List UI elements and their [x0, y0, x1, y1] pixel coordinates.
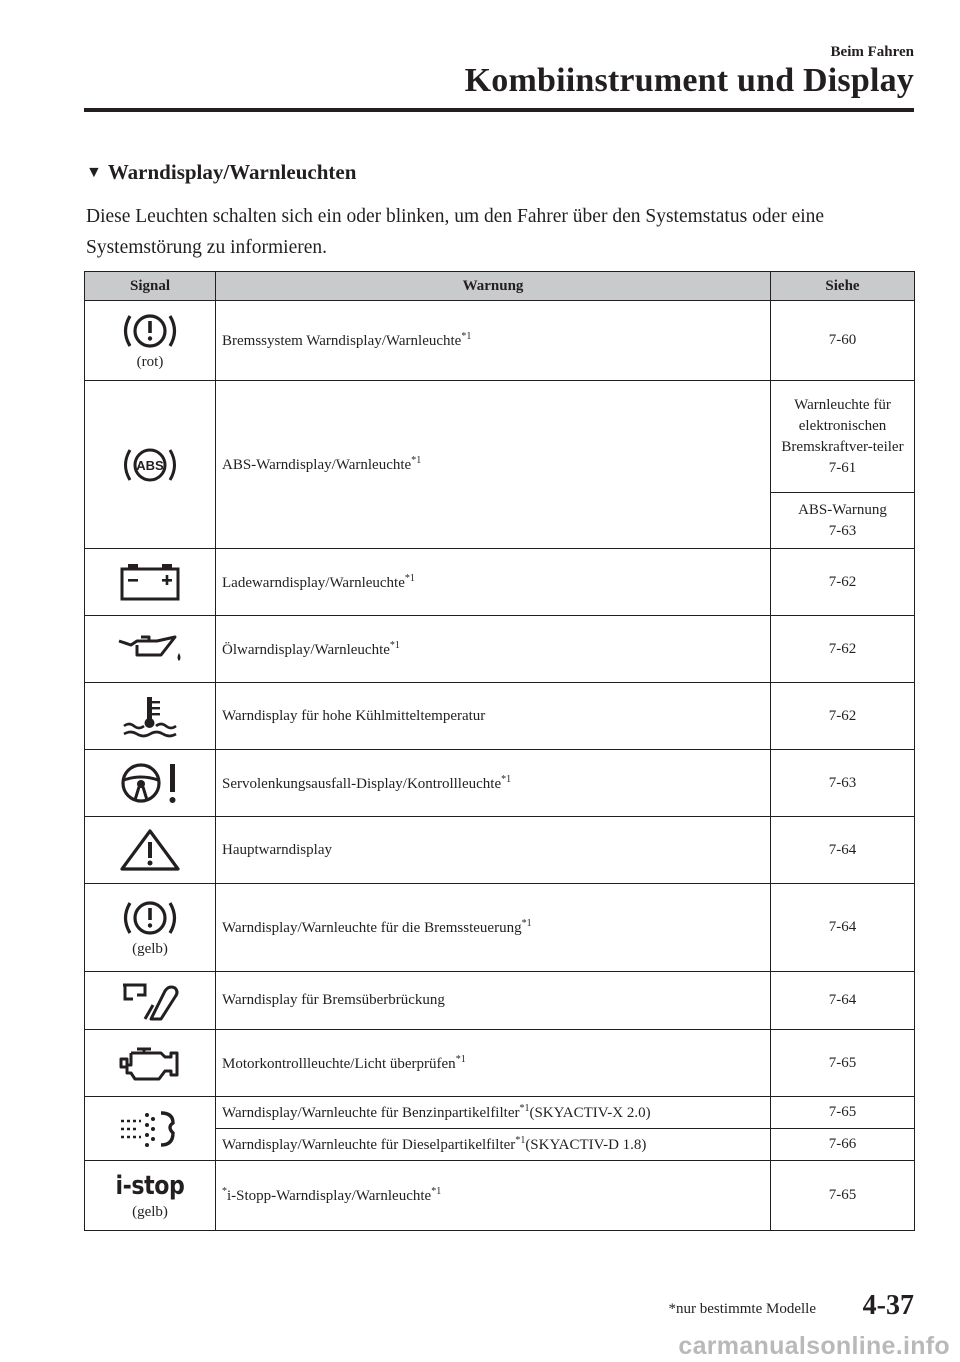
warning-text-cell [216, 616, 771, 683]
reference-title: ABS-Warnung [798, 501, 887, 518]
reference-page: 7-61 [828, 459, 857, 476]
oil-can-icon [115, 631, 185, 667]
footnote-marker: *1 [519, 1103, 530, 1114]
warning-text-cell [216, 1097, 771, 1129]
warning-text: Hauptwarndisplay [222, 841, 332, 858]
footnote-marker: *1 [389, 639, 400, 651]
table-row [85, 1161, 915, 1231]
reference-cell: 7-66 [771, 1129, 915, 1161]
footnote-marker: *1 [455, 1053, 466, 1065]
svg-text:ABS: ABS [136, 457, 164, 473]
warning-text: Warndisplay für hohe Kühlmitteltemperatur [222, 707, 486, 724]
signal-cell [85, 301, 216, 381]
table-row [85, 381, 915, 493]
warning-text-cell [216, 1161, 771, 1231]
reference-cell: 7-64 [771, 884, 915, 972]
warning-text-cell [216, 1030, 771, 1097]
warning-text: Bremssystem Warndisplay/Warnleuchte [222, 333, 462, 349]
signal-caption: (rot) [136, 353, 164, 370]
signal-cell [85, 616, 216, 683]
watermark: carmanualsonline.info [678, 1332, 950, 1360]
table-header-row [85, 272, 915, 301]
signal-caption: (gelb) [132, 1203, 168, 1220]
intro-paragraph: Diese Leuchten schalten sich ein oder blinken, um den Fahrer über den Systemstatus oder eine Systemstörung zu informieren. [86, 206, 825, 258]
warning-text: Warndisplay/Warnleuchte für Dieselpartikelfilter [222, 1137, 516, 1153]
warning-text: i-Stopp-Warndisplay/Warnleuchte [227, 1188, 432, 1204]
abs-icon [120, 445, 180, 485]
page-number: 4-37 [862, 1290, 914, 1321]
warning-text: Motorkontrollleuchte/Licht überprüfen [222, 1055, 456, 1072]
column-header-signal: Signal [85, 272, 216, 301]
warning-text-cell [216, 972, 771, 1030]
warning-text: Ölwarndisplay/Warnleuchte [222, 641, 390, 658]
reference-cell: 7-63 [771, 750, 915, 817]
signal-cell [85, 1097, 216, 1161]
reference-cell: 7-62 [771, 616, 915, 683]
table-row [85, 301, 915, 381]
footnote-marker: *1 [411, 455, 422, 466]
warning-text-cell [216, 683, 771, 750]
table-row [85, 549, 915, 616]
table-row [85, 884, 915, 972]
coolant-temperature-icon [118, 694, 182, 738]
steering-wheel-warning-icon [117, 760, 183, 806]
signal-cell [85, 884, 216, 972]
brake-warning-icon [120, 311, 180, 351]
signal-cell [85, 817, 216, 884]
warning-text: Servolenkungsausfall-Display/Kontrollleuchte [222, 775, 502, 792]
warning-text: Warndisplay/Warnleuchte für die Bremssteuerung [222, 920, 522, 936]
warning-text-cell [216, 817, 771, 884]
reference-cell [771, 493, 915, 549]
signal-cell [85, 750, 216, 817]
signal-cell [85, 683, 216, 750]
reference-cell: 7-62 [771, 549, 915, 616]
reference-cell: 7-65 [771, 1097, 915, 1129]
engine-variant: (SKYACTIV-D 1.8) [525, 1137, 647, 1153]
table-row [85, 683, 915, 750]
reference-cell: 7-64 [771, 972, 915, 1030]
signal-cell [85, 549, 216, 616]
warning-text: Ladewarndisplay/Warnleuchte [222, 574, 405, 591]
reference-cell [771, 381, 915, 493]
engine-variant: (SKYACTIV-X 2.0) [529, 1105, 651, 1121]
warning-text: Warndisplay/Warnleuchte für Benzinpartikelfilter [222, 1105, 520, 1121]
brake-control-warning-icon [120, 898, 180, 938]
footnote: *nur bestimmte Modelle [668, 1301, 816, 1317]
warning-text-cell [216, 381, 771, 549]
reference-cell: 7-65 [771, 1030, 915, 1097]
reference-cell: 7-64 [771, 817, 915, 884]
column-header-siehe: Siehe [771, 272, 915, 301]
table-row [85, 1030, 915, 1097]
brake-override-icon [117, 979, 183, 1023]
footnote-marker: *1 [404, 572, 415, 584]
particulate-filter-icon [117, 1107, 183, 1151]
master-warning-triangle-icon [118, 827, 182, 873]
signal-caption: (gelb) [132, 940, 168, 957]
footnote-marker: *1 [515, 1135, 526, 1146]
table-row [85, 616, 915, 683]
header-section-label: Beim Fahren [830, 44, 914, 60]
warning-lights-table [84, 271, 915, 1231]
engine-check-icon [117, 1043, 183, 1083]
reference-cell: 7-65 [771, 1161, 915, 1231]
warning-text-cell [216, 1129, 771, 1161]
footnote-marker: *1 [521, 918, 532, 929]
footnote-marker: * [222, 1186, 227, 1197]
table-row [85, 817, 915, 884]
footnote-marker: *1 [501, 773, 512, 785]
reference-title: Warnleuchte für elektronischen Bremskraftver-teiler [781, 396, 904, 455]
warning-text-cell [216, 301, 771, 381]
page-title: Kombiinstrument und Display [464, 62, 914, 99]
table-row [85, 1097, 915, 1129]
table-row [85, 972, 915, 1030]
warning-text: ABS-Warndisplay/Warnleuchte [222, 457, 412, 473]
signal-cell [85, 972, 216, 1030]
header-divider [84, 108, 914, 112]
section-heading [86, 160, 356, 185]
signal-cell [85, 381, 216, 549]
reference-page: 7-63 [828, 522, 857, 539]
column-header-warnung: Warnung [216, 272, 771, 301]
battery-icon [118, 562, 182, 602]
warning-text-cell [216, 750, 771, 817]
footnote-marker: *1 [431, 1186, 442, 1197]
i-stop-icon: i-stop [115, 1170, 185, 1201]
reference-cell: 7-62 [771, 683, 915, 750]
signal-cell [85, 1030, 216, 1097]
triangle-marker-icon: ▼ [86, 164, 102, 181]
signal-cell [85, 1161, 216, 1231]
warning-text: Warndisplay für Bremsüberbrückung [222, 992, 445, 1008]
footnote-marker: *1 [461, 331, 472, 342]
warning-text-cell [216, 884, 771, 972]
reference-cell: 7-60 [771, 301, 915, 381]
table-row [85, 750, 915, 817]
section-heading-text: Warndisplay/Warnleuchten [107, 160, 357, 184]
warning-text-cell [216, 549, 771, 616]
